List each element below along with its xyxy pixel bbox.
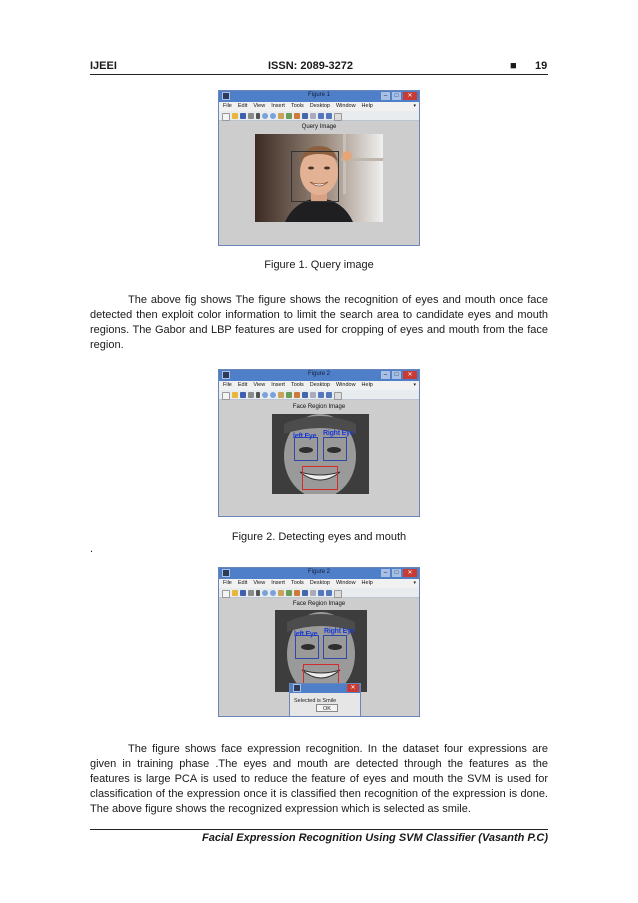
zoom-out-icon[interactable] (270, 590, 276, 596)
right-eye-label: Right Eye (323, 430, 354, 437)
dialog-close-icon[interactable]: ✕ (347, 684, 359, 692)
dialog-message: Selected is Smile (294, 698, 337, 704)
figure1-toolbar (219, 111, 419, 121)
zoom-in-icon[interactable] (262, 113, 268, 119)
figure1-window (218, 90, 420, 246)
data-cursor-icon[interactable] (294, 392, 300, 398)
page-number: 19 (535, 60, 548, 72)
menu-edit[interactable]: Edit (237, 580, 248, 586)
pointer-icon[interactable] (256, 113, 260, 119)
data-cursor-icon[interactable] (294, 113, 300, 119)
menu-chevron-icon[interactable]: ▾ (413, 103, 416, 109)
maximize-icon[interactable]: □ (392, 92, 401, 100)
body-paragraph-1: The above fig shows The figure shows the recognition of eyes and mouth once face detected then exploit color information to limit the search area to candidate eyes and mouth regions. The Gabor and LBP features are used for cropping of eyes and mouth from the face region. (90, 294, 548, 351)
figure1-menubar (219, 102, 419, 111)
zoom-in-icon[interactable] (262, 590, 268, 596)
menu-window[interactable]: Window (335, 103, 356, 109)
figure2-title: Figure 2 (307, 371, 330, 377)
figure2-menubar (219, 381, 419, 390)
colorbar-icon[interactable] (318, 392, 324, 398)
right-eye-label: Right Eye (324, 628, 355, 635)
menu-view[interactable]: View (253, 580, 266, 586)
save-icon[interactable] (240, 590, 246, 596)
data-cursor-icon[interactable] (294, 590, 300, 596)
left-eye-box (294, 437, 318, 461)
menu-desktop[interactable]: Desktop (309, 382, 330, 388)
menu-file[interactable]: File (223, 580, 232, 586)
right-eye-box (323, 437, 347, 461)
right-eye-box (323, 635, 347, 659)
plot-tools-icon[interactable] (334, 113, 342, 121)
issn: ISSN: 2089-3272 (268, 60, 353, 72)
journal-name: IJEEI (90, 60, 117, 72)
figure1-title: Figure 1 (307, 92, 330, 98)
pointer-icon[interactable] (256, 590, 260, 596)
menu-help[interactable]: Help (361, 103, 373, 109)
menu-edit[interactable]: Edit (237, 103, 248, 109)
result-dialog (289, 683, 361, 717)
face-region-photo (272, 414, 369, 494)
figure3-titlebar (219, 568, 419, 579)
figure1-caption: Figure 1. Query image (264, 259, 374, 271)
menu-tools[interactable]: Tools (290, 103, 304, 109)
left-eye-box (295, 635, 319, 659)
new-figure-icon[interactable] (222, 590, 230, 598)
menu-insert[interactable]: Insert (271, 382, 285, 388)
link-icon[interactable] (310, 392, 316, 398)
figure3-toolbar (219, 588, 419, 598)
ok-button[interactable]: OK (316, 704, 338, 712)
figure3-axes-title: Face Region Image (292, 601, 346, 607)
footer-rule (90, 829, 548, 830)
zoom-in-icon[interactable] (262, 392, 268, 398)
figure1-titlebar (219, 91, 419, 102)
plot-tools-icon[interactable] (334, 392, 342, 400)
menu-file[interactable]: File (223, 382, 232, 388)
zoom-out-icon[interactable] (270, 392, 276, 398)
mouth-box (302, 466, 338, 490)
figure3-menubar (219, 579, 419, 588)
save-icon[interactable] (240, 113, 246, 119)
body-paragraph-2: The figure shows face expression recognition. In the dataset four expressions are given in training phase .The eyes and mouth are detected through the features as the features is large PCA is used to reduce the feature of eyes and mouth the SVM is used for classification of the expression once it is classified then recognition of the expression is done. The above figure shows the recognized expression which is selected as smile. (90, 743, 548, 815)
pan-icon[interactable] (278, 392, 284, 398)
rotate-icon[interactable] (286, 392, 292, 398)
figure2-canvas (219, 400, 419, 516)
minimize-icon[interactable]: – (381, 371, 390, 379)
figure3-title: Figure 2 (307, 569, 330, 575)
maximize-icon[interactable]: □ (392, 371, 401, 379)
figure3-window (218, 567, 420, 717)
menu-insert[interactable]: Insert (271, 103, 285, 109)
brush-icon[interactable] (302, 590, 308, 596)
left-eye-label: left Eye (293, 433, 317, 440)
brush-icon[interactable] (302, 392, 308, 398)
link-icon[interactable] (310, 590, 316, 596)
menu-help[interactable]: Help (361, 580, 373, 586)
pan-icon[interactable] (278, 590, 284, 596)
query-photo (255, 134, 383, 222)
colorbar-icon[interactable] (318, 113, 324, 119)
pan-icon[interactable] (278, 113, 284, 119)
figure2-toolbar (219, 390, 419, 400)
menu-insert[interactable]: Insert (271, 580, 285, 586)
print-icon[interactable] (248, 590, 254, 596)
brush-icon[interactable] (302, 113, 308, 119)
plot-tools-icon[interactable] (334, 590, 342, 598)
print-icon[interactable] (248, 392, 254, 398)
header-rule (90, 74, 548, 75)
print-icon[interactable] (248, 113, 254, 119)
rotate-icon[interactable] (286, 113, 292, 119)
minimize-icon[interactable]: – (381, 569, 390, 577)
figure2-axes-title: Face Region Image (292, 404, 346, 410)
figure3-canvas (219, 598, 419, 716)
dialog-titlebar (290, 684, 360, 693)
maximize-icon[interactable]: □ (392, 569, 401, 577)
figure2-window (218, 369, 420, 517)
rotate-icon[interactable] (286, 590, 292, 596)
figure2-titlebar (219, 370, 419, 381)
save-icon[interactable] (240, 392, 246, 398)
figure1-canvas (219, 121, 419, 245)
close-icon[interactable]: ✕ (403, 92, 417, 100)
new-figure-icon[interactable] (222, 113, 230, 121)
menu-help[interactable]: Help (361, 382, 373, 388)
link-icon[interactable] (310, 113, 316, 119)
left-eye-label: left Eye (294, 631, 318, 638)
menu-tools[interactable]: Tools (290, 580, 304, 586)
figure1-axes-title: Query Image (301, 124, 337, 130)
legend-icon[interactable] (326, 113, 332, 119)
menu-chevron-icon[interactable]: ▾ (413, 580, 416, 586)
open-icon[interactable] (232, 392, 238, 398)
legend-icon[interactable] (326, 590, 332, 596)
running-footer: Facial Expression Recognition Using SVM Classifier (Vasanth P.C) (202, 832, 548, 844)
square-marker: ■ (510, 60, 517, 72)
open-icon[interactable] (232, 590, 238, 596)
face-region-photo-2 (275, 610, 367, 692)
menu-tools[interactable]: Tools (290, 382, 304, 388)
minimize-icon[interactable]: – (381, 92, 390, 100)
matlab-icon (293, 684, 301, 692)
figure2-caption: Figure 2. Detecting eyes and mouth (231, 531, 407, 543)
menu-window[interactable]: Window (335, 580, 356, 586)
legend-icon[interactable] (326, 392, 332, 398)
pointer-icon[interactable] (256, 392, 260, 398)
menu-view[interactable]: View (253, 382, 266, 388)
colorbar-icon[interactable] (318, 590, 324, 596)
zoom-out-icon[interactable] (270, 113, 276, 119)
face-bounding-box (291, 151, 339, 202)
menu-desktop[interactable]: Desktop (309, 580, 330, 586)
menu-edit[interactable]: Edit (237, 382, 248, 388)
menu-desktop[interactable]: Desktop (309, 103, 330, 109)
close-icon[interactable]: ✕ (403, 371, 417, 379)
menu-window[interactable]: Window (335, 382, 356, 388)
stray-dot: . (90, 543, 94, 555)
new-figure-icon[interactable] (222, 392, 230, 400)
menu-view[interactable]: View (253, 103, 266, 109)
menu-file[interactable]: File (223, 103, 232, 109)
menu-chevron-icon[interactable]: ▾ (413, 382, 416, 388)
close-icon[interactable]: ✕ (403, 569, 417, 577)
open-icon[interactable] (232, 113, 238, 119)
